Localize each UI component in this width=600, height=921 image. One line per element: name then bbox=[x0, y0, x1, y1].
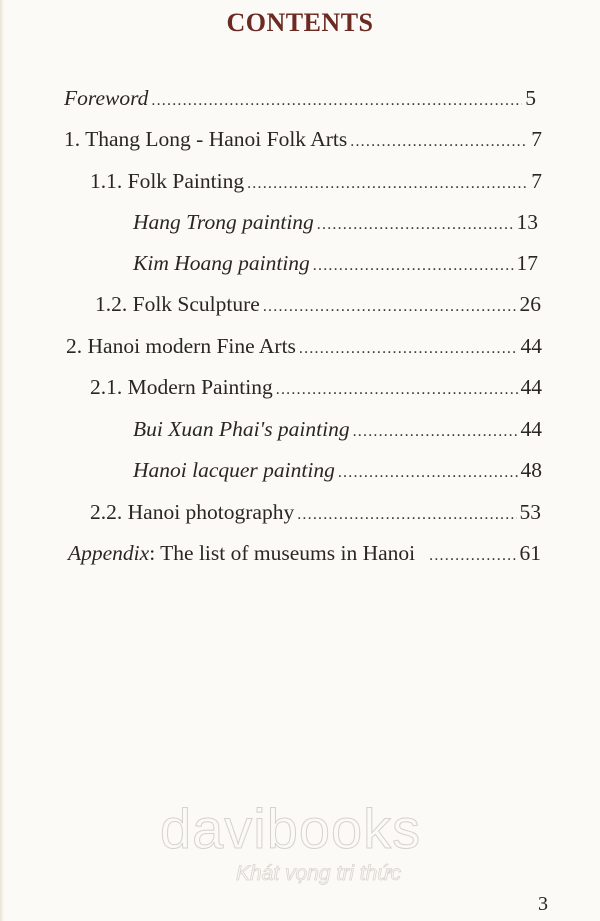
toc-entry-kim-hoang[interactable] bbox=[133, 248, 538, 278]
dot-leader bbox=[350, 127, 528, 157]
dot-leader bbox=[276, 375, 518, 405]
toc-entry-label: 2.1. Modern Painting bbox=[90, 375, 273, 399]
toc-entry-page: 53 bbox=[519, 500, 541, 524]
toc-entry-page: 7 bbox=[531, 169, 542, 193]
dot-leader bbox=[297, 500, 516, 530]
toc-entry-page: 48 bbox=[520, 458, 542, 482]
toc-entry-modern-painting[interactable] bbox=[90, 372, 542, 402]
appendix-label: Appendix bbox=[68, 541, 150, 565]
toc-entry-page: 61 bbox=[519, 541, 541, 565]
toc-entry-page: 13 bbox=[516, 210, 538, 234]
toc-entry-label: Foreword bbox=[64, 86, 149, 110]
page-number: 3 bbox=[538, 893, 548, 915]
toc-entry-folk-sculpture[interactable] bbox=[95, 289, 541, 319]
toc-entry-lacquer-painting[interactable] bbox=[133, 455, 542, 485]
dot-leader bbox=[263, 292, 517, 322]
toc-entry-folk-painting[interactable] bbox=[90, 166, 542, 196]
toc-entry-page: 7 bbox=[531, 127, 542, 151]
toc-entry-page: 44 bbox=[520, 334, 542, 358]
watermark-tagline: Khát vọng tri thức bbox=[236, 862, 402, 885]
page-title: CONTENTS bbox=[226, 8, 374, 37]
appendix-title: : The list of museums in Hanoi bbox=[149, 541, 416, 565]
toc-entry-label: Hang Trong painting bbox=[133, 210, 314, 234]
dot-leader bbox=[313, 251, 514, 281]
toc-entry-label: 1.1. Folk Painting bbox=[90, 169, 245, 193]
toc-entry-foreword[interactable] bbox=[64, 83, 536, 113]
dot-leader bbox=[317, 210, 514, 240]
toc-entry-hang-trong[interactable] bbox=[133, 207, 538, 237]
page-edge bbox=[0, 0, 4, 921]
toc-entry-label: Kim Hoang painting bbox=[133, 251, 310, 275]
publisher-watermark bbox=[160, 797, 460, 885]
dot-leader bbox=[353, 417, 518, 447]
toc-entry-bui-xuan-phai[interactable] bbox=[133, 414, 542, 444]
toc-entry-label: 1.2. Folk Sculpture bbox=[95, 292, 260, 316]
watermark-brand: davibooks bbox=[160, 797, 422, 860]
toc-entry-appendix[interactable] bbox=[68, 538, 541, 568]
toc-entry-label: Bui Xuan Phai's painting bbox=[133, 417, 350, 441]
dot-leader bbox=[151, 86, 522, 116]
dot-leader bbox=[429, 541, 516, 571]
toc-entry-label: 1. Thang Long - Hanoi Folk Arts bbox=[64, 127, 348, 151]
toc-entry-label: 2. Hanoi modern Fine Arts bbox=[66, 334, 296, 358]
dot-leader bbox=[247, 169, 528, 199]
toc-entry-page: 17 bbox=[516, 251, 538, 275]
dot-leader bbox=[299, 334, 518, 364]
toc-entry-page: 5 bbox=[525, 86, 536, 110]
toc-entry-modern-fine-arts[interactable] bbox=[66, 331, 542, 361]
toc-entry-folk-arts[interactable] bbox=[64, 124, 542, 154]
toc-entry-label bbox=[68, 538, 415, 568]
toc-entry-photography[interactable] bbox=[90, 497, 541, 527]
toc-entry-page: 44 bbox=[520, 417, 542, 441]
toc-entry-page: 44 bbox=[520, 375, 542, 399]
toc-entry-page: 26 bbox=[519, 292, 541, 316]
toc-entry-label: 2.2. Hanoi photography bbox=[90, 500, 295, 524]
toc-entry-label: Hanoi lacquer painting bbox=[133, 458, 335, 482]
dot-leader bbox=[338, 458, 518, 488]
